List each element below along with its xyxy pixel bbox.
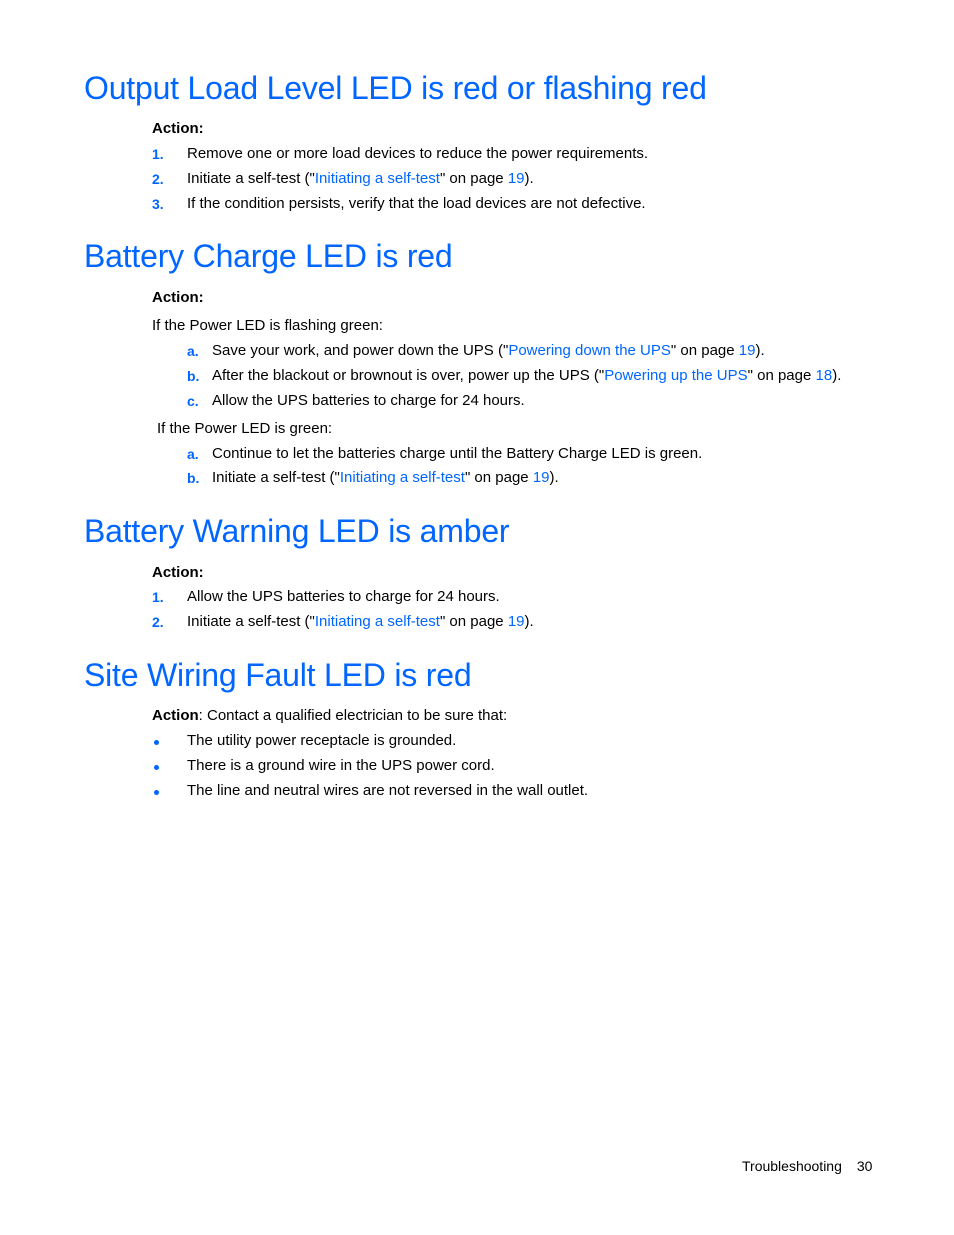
action-label: Action: xyxy=(152,564,204,581)
heading-site-wiring-fault: Site Wiring Fault LED is red xyxy=(84,657,472,693)
step-text xyxy=(212,366,841,386)
text-fragment: ). xyxy=(549,469,559,486)
text-fragment: " on page xyxy=(464,469,533,486)
condition-text: If the Power LED is green: xyxy=(157,420,333,437)
text-fragment: Initiate a self-test (" xyxy=(187,170,315,187)
action-label: Action: xyxy=(152,289,204,306)
list-item xyxy=(152,587,164,608)
heading-battery-charge: Battery Charge LED is red xyxy=(84,238,453,274)
step-letter: b. xyxy=(187,368,200,384)
text-fragment: Initiate a self-test (" xyxy=(212,469,340,486)
page-link[interactable]: 19 xyxy=(507,170,525,187)
text-fragment: " on page xyxy=(670,342,739,359)
list-item xyxy=(187,444,199,465)
text-fragment: Save your work, and power down the UPS (" xyxy=(212,342,509,359)
step-letter: c. xyxy=(187,393,199,409)
link-powering-up[interactable]: Powering up the UPS xyxy=(604,367,748,384)
step-text: If the condition persists, verify that the load devices are not defective. xyxy=(187,195,646,212)
list-item xyxy=(187,468,199,489)
bullet-icon xyxy=(154,740,159,745)
list-item xyxy=(152,144,164,165)
page-link[interactable]: 18 xyxy=(815,367,833,384)
heading-output-load-level: Output Load Level LED is red or flashing red xyxy=(84,70,707,106)
text-fragment: After the blackout or brownout is over, power up the UPS (" xyxy=(212,367,605,384)
bullet-icon xyxy=(154,790,159,795)
step-number: 1. xyxy=(152,146,164,162)
page-link[interactable]: 19 xyxy=(738,342,756,359)
list-item: The utility power receptacle is grounded. xyxy=(187,732,457,749)
step-text xyxy=(187,612,534,632)
heading-battery-warning: Battery Warning LED is amber xyxy=(84,513,510,549)
list-item xyxy=(187,366,199,387)
footer xyxy=(742,1158,872,1174)
list-item: The line and neutral wires are not reversed in the wall outlet. xyxy=(187,782,589,799)
step-text: Remove one or more load devices to reduce the power requirements. xyxy=(187,145,649,162)
step-text xyxy=(187,169,534,189)
text-fragment: " on page xyxy=(747,367,816,384)
step-letter: a. xyxy=(187,343,199,359)
text-fragment: " on page xyxy=(439,613,508,630)
list-item xyxy=(152,194,164,215)
action-label: Action xyxy=(152,707,199,724)
text-fragment: ). xyxy=(524,170,534,187)
step-text: Allow the UPS batteries to charge for 24 hours. xyxy=(212,392,525,409)
step-text: Allow the UPS batteries to charge for 24 hours. xyxy=(187,588,500,605)
step-number: 1. xyxy=(152,589,164,605)
step-number: 2. xyxy=(152,614,164,630)
page-link[interactable]: 19 xyxy=(507,613,525,630)
list-item xyxy=(152,169,164,190)
link-initiating-self-test[interactable]: Initiating a self-test xyxy=(339,469,465,486)
text-fragment: ). xyxy=(524,613,534,630)
action-text: : Contact a qualified electrician to be sure that: xyxy=(198,707,508,724)
link-initiating-self-test[interactable]: Initiating a self-test xyxy=(314,613,440,630)
condition-text: If the Power LED is flashing green: xyxy=(152,317,383,334)
step-letter: b. xyxy=(187,470,200,486)
step-letter: a. xyxy=(187,446,199,462)
text-fragment: ). xyxy=(755,342,765,359)
step-number: 2. xyxy=(152,171,164,187)
action-line xyxy=(152,706,507,726)
list-item xyxy=(152,612,164,633)
text-fragment: Initiate a self-test (" xyxy=(187,613,315,630)
step-text: Continue to let the batteries charge until the Battery Charge LED is green. xyxy=(212,445,703,462)
step-number: 3. xyxy=(152,196,164,212)
text-fragment: " on page xyxy=(439,170,508,187)
bullet-icon xyxy=(154,765,159,770)
step-text xyxy=(212,468,559,488)
action-label: Action: xyxy=(152,120,204,137)
link-initiating-self-test[interactable]: Initiating a self-test xyxy=(314,170,440,187)
step-text xyxy=(212,341,765,361)
list-item: There is a ground wire in the UPS power cord. xyxy=(187,757,495,774)
footer-section: Troubleshooting xyxy=(742,1158,842,1174)
page-number: 30 xyxy=(856,1158,873,1174)
list-item xyxy=(187,391,199,412)
link-powering-down[interactable]: Powering down the UPS xyxy=(508,342,671,359)
page-link[interactable]: 19 xyxy=(532,469,550,486)
text-fragment: ). xyxy=(832,367,842,384)
list-item xyxy=(187,341,199,362)
